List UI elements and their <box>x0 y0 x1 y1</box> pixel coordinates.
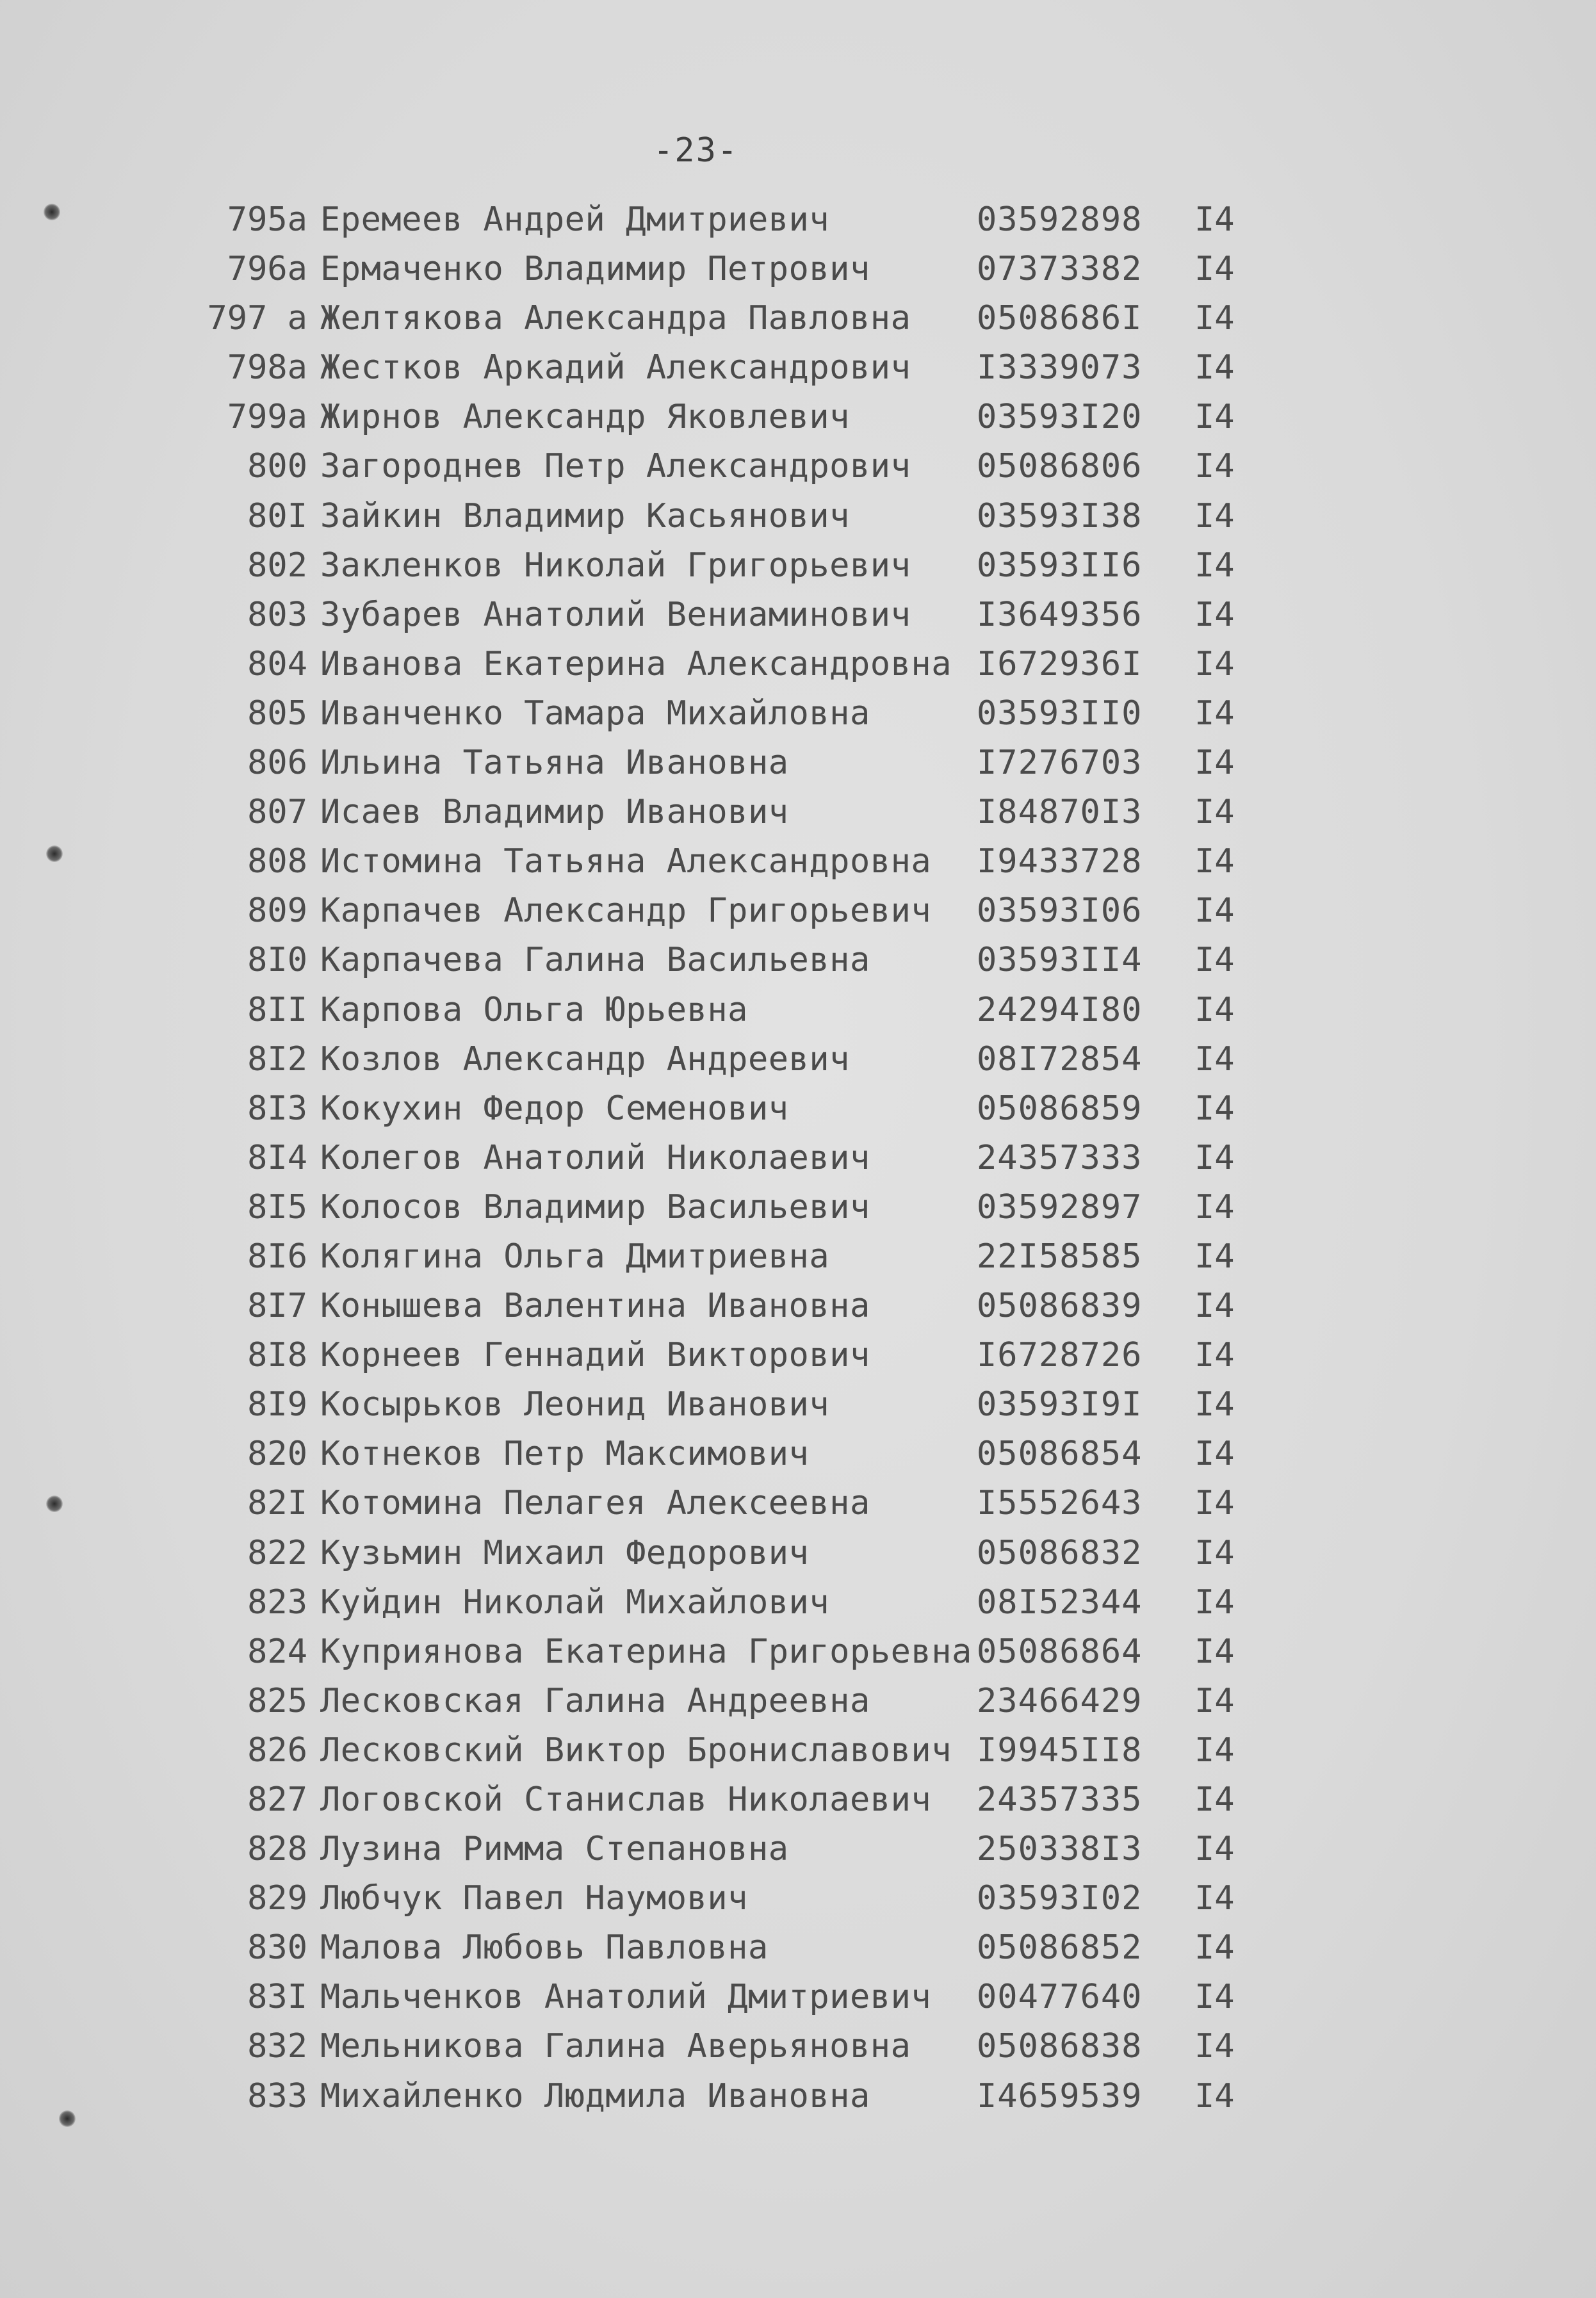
person-name: Котнеков Петр Максимович <box>320 1435 810 1474</box>
list-item <box>192 1035 1294 1084</box>
document-code: 03593II4 <box>977 941 1143 980</box>
person-name: Желтякова Александра Павловна <box>320 299 911 338</box>
person-name: Мальченков Анатолий Дмитриевич <box>320 1978 932 2017</box>
document-code: 03592898 <box>977 200 1143 239</box>
document-code: I6728726 <box>977 1336 1143 1375</box>
list-item <box>192 1775 1294 1825</box>
category-code: I4 <box>1194 1187 1235 1226</box>
category-code: I4 <box>1194 793 1235 832</box>
category-code: I4 <box>1194 1138 1235 1177</box>
entry-number: 8I7 <box>247 1287 307 1326</box>
document-code: 05086832 <box>977 1533 1143 1572</box>
entry-number: 8I6 <box>247 1237 307 1276</box>
entry-number: 805 <box>247 694 307 733</box>
list-item <box>192 936 1294 985</box>
category-code: I4 <box>1194 990 1235 1029</box>
list-item <box>192 1479 1294 1528</box>
category-code: I4 <box>1194 595 1235 634</box>
entry-number: 806 <box>247 744 307 783</box>
list-item <box>192 1825 1294 1874</box>
entry-number: 804 <box>247 644 307 683</box>
person-name: Жестков Аркадий Александрович <box>320 348 911 387</box>
document-code: I3339073 <box>977 348 1143 387</box>
entry-number: 807 <box>247 793 307 832</box>
document-code: 03593I38 <box>977 496 1143 535</box>
category-code: I4 <box>1194 892 1235 931</box>
document-code: I9433728 <box>977 842 1143 881</box>
entry-number: 8I2 <box>247 1039 307 1079</box>
document-code: 05086838 <box>977 2027 1143 2066</box>
list-item <box>192 343 1294 393</box>
person-name: Косырьков Леонид Иванович <box>320 1385 830 1424</box>
entry-number: 833 <box>247 2076 307 2115</box>
category-code: I4 <box>1194 250 1235 289</box>
list-item <box>192 837 1294 886</box>
person-name: Карпачева Галина Васильевна <box>320 941 870 980</box>
category-code: I4 <box>1194 348 1235 387</box>
category-code: I4 <box>1194 546 1235 585</box>
document-code: 05086839 <box>977 1287 1143 1326</box>
list-item <box>192 788 1294 837</box>
document-code: I672936I <box>977 644 1143 683</box>
person-name: Лесковская Галина Андреевна <box>320 1681 870 1720</box>
entry-number: 8II <box>247 990 307 1029</box>
document-code: 03593I20 <box>977 398 1143 437</box>
category-code: I4 <box>1194 1039 1235 1079</box>
list-item <box>192 1331 1294 1380</box>
document-code: 24357335 <box>977 1781 1143 1819</box>
person-name: Карпова Ольга Юрьевна <box>320 990 748 1029</box>
category-code: I4 <box>1194 744 1235 783</box>
list-item <box>192 1627 1294 1677</box>
document-code: 24357333 <box>977 1138 1143 1177</box>
person-name: Лесковский Виктор Брониславович <box>320 1731 952 1770</box>
list-item <box>192 886 1294 936</box>
entry-number: 800 <box>247 447 307 486</box>
list-item <box>192 1973 1294 2022</box>
category-code: I4 <box>1194 1731 1235 1770</box>
person-name: Лузина Римма Степановна <box>320 1830 789 1869</box>
document-code: 00477640 <box>977 1978 1143 2017</box>
entry-number: 823 <box>247 1583 307 1622</box>
person-name: Ермаченко Владимир Петрович <box>320 250 870 289</box>
person-name: Логовской Станислав Николаевич <box>320 1781 932 1819</box>
person-name: Корнеев Геннадий Викторович <box>320 1336 870 1375</box>
list-item <box>192 541 1294 591</box>
document-code: 03593I06 <box>977 892 1143 931</box>
roster-list <box>192 195 1294 2121</box>
category-code: I4 <box>1194 694 1235 733</box>
category-code: I4 <box>1194 1237 1235 1276</box>
entry-number: 8I5 <box>247 1187 307 1226</box>
document-code: 03592897 <box>977 1187 1143 1226</box>
document-code: 250338I3 <box>977 1830 1143 1869</box>
document-code: 07373382 <box>977 250 1143 289</box>
document-code: I4659539 <box>977 2076 1143 2115</box>
list-item <box>192 2022 1294 2071</box>
category-code: I4 <box>1194 200 1235 239</box>
list-item <box>192 689 1294 738</box>
category-code: I4 <box>1194 1583 1235 1622</box>
person-name: Карпачев Александр Григорьевич <box>320 892 932 931</box>
entry-number: 80I <box>247 496 307 535</box>
person-name: Куприянова Екатерина Григорьевна <box>320 1632 972 1671</box>
punch-hole-mark <box>46 1495 63 1512</box>
entry-number: 822 <box>247 1533 307 1572</box>
document-code: 05086852 <box>977 1928 1143 1968</box>
person-name: Закленков Николай Григорьевич <box>320 546 911 585</box>
person-name: Кокухин Федор Семенович <box>320 1089 789 1128</box>
document-code: 23466429 <box>977 1681 1143 1720</box>
category-code: I4 <box>1194 842 1235 881</box>
entry-number: 826 <box>247 1731 307 1770</box>
document-code: I5552643 <box>977 1484 1143 1523</box>
person-name: Колосов Владимир Васильевич <box>320 1187 870 1226</box>
document-code: 05086859 <box>977 1089 1143 1128</box>
list-item <box>192 1677 1294 1726</box>
person-name: Зайкин Владимир Касьянович <box>320 496 850 535</box>
document-code: 03593I02 <box>977 1879 1143 1918</box>
category-code: I4 <box>1194 398 1235 437</box>
document-code: I7276703 <box>977 744 1143 783</box>
person-name: Любчук Павел Наумович <box>320 1879 748 1918</box>
category-code: I4 <box>1194 941 1235 980</box>
list-item <box>192 1134 1294 1183</box>
person-name: Кузьмин Михаил Федорович <box>320 1533 810 1572</box>
person-name: Жирнов Александр Яковлевич <box>320 398 850 437</box>
category-code: I4 <box>1194 1287 1235 1326</box>
entry-number: 83I <box>247 1978 307 2017</box>
document-code: 05086864 <box>977 1632 1143 1671</box>
category-code: I4 <box>1194 1978 1235 2017</box>
document-code: 03593I9I <box>977 1385 1143 1424</box>
list-item <box>192 1183 1294 1232</box>
person-name: Иванова Екатерина Александровна <box>320 644 952 683</box>
person-name: Исаев Владимир Иванович <box>320 793 789 832</box>
document-code: 05086854 <box>977 1435 1143 1474</box>
category-code: I4 <box>1194 1879 1235 1918</box>
punch-hole-mark <box>44 204 60 220</box>
document-code: 03593II6 <box>977 546 1143 585</box>
person-name: Колягина Ольга Дмитриевна <box>320 1237 830 1276</box>
list-item <box>192 1874 1294 1923</box>
person-name: Малова Любовь Павловна <box>320 1928 769 1968</box>
entry-number: 8I4 <box>247 1138 307 1177</box>
list-item <box>192 1232 1294 1282</box>
category-code: I4 <box>1194 447 1235 486</box>
punch-hole-mark <box>59 2110 76 2127</box>
list-item <box>192 393 1294 442</box>
category-code: I4 <box>1194 2076 1235 2115</box>
category-code: I4 <box>1194 2027 1235 2066</box>
person-name: Козлов Александр Андреевич <box>320 1039 850 1079</box>
page-number: -23- <box>653 131 739 170</box>
entry-number: 824 <box>247 1632 307 1671</box>
category-code: I4 <box>1194 1928 1235 1968</box>
category-code: I4 <box>1194 644 1235 683</box>
entry-number: 8I3 <box>247 1089 307 1128</box>
category-code: I4 <box>1194 299 1235 338</box>
list-item <box>192 1923 1294 1973</box>
list-item <box>192 294 1294 343</box>
list-item <box>192 1726 1294 1775</box>
person-name: Загороднев Петр Александрович <box>320 447 911 486</box>
list-item <box>192 195 1294 245</box>
list-item <box>192 1578 1294 1627</box>
document-code: I84870I3 <box>977 793 1143 832</box>
person-name: Колегов Анатолий Николаевич <box>320 1138 870 1177</box>
list-item <box>192 1430 1294 1479</box>
document-code: 08I52344 <box>977 1583 1143 1622</box>
entry-number: 825 <box>247 1681 307 1720</box>
entry-number: 829 <box>247 1879 307 1918</box>
entry-number: 82I <box>247 1484 307 1523</box>
person-name: Котомина Пелагея Алексеевна <box>320 1484 870 1523</box>
document-code: 22I58585 <box>977 1237 1143 1276</box>
document-code: 08I72854 <box>977 1039 1143 1079</box>
list-item <box>192 245 1294 294</box>
entry-number: 803 <box>247 595 307 634</box>
entry-number: 802 <box>247 546 307 585</box>
entry-number: 796a <box>227 250 307 289</box>
list-item <box>192 1380 1294 1430</box>
list-item <box>192 492 1294 541</box>
entry-number: 8I0 <box>247 941 307 980</box>
entry-number: 8I9 <box>247 1385 307 1424</box>
list-item <box>192 1084 1294 1134</box>
category-code: I4 <box>1194 1385 1235 1424</box>
category-code: I4 <box>1194 1533 1235 1572</box>
person-name: Истомина Татьяна Александровна <box>320 842 932 881</box>
document-code: 05086806 <box>977 447 1143 486</box>
person-name: Ильина Татьяна Ивановна <box>320 744 789 783</box>
entry-number: 798a <box>227 348 307 387</box>
document-code: 03593II0 <box>977 694 1143 733</box>
person-name: Еремеев Андрей Дмитриевич <box>320 200 830 239</box>
entry-number: 809 <box>247 892 307 931</box>
category-code: I4 <box>1194 1484 1235 1523</box>
category-code: I4 <box>1194 1435 1235 1474</box>
list-item <box>192 442 1294 491</box>
entry-number: 8I8 <box>247 1336 307 1375</box>
category-code: I4 <box>1194 1336 1235 1375</box>
category-code: I4 <box>1194 1830 1235 1869</box>
entry-number: 820 <box>247 1435 307 1474</box>
punch-hole-mark <box>46 845 63 862</box>
list-item <box>192 640 1294 689</box>
document-code: I9945II8 <box>977 1731 1143 1770</box>
category-code: I4 <box>1194 1681 1235 1720</box>
entry-number: 832 <box>247 2027 307 2066</box>
entry-number: 828 <box>247 1830 307 1869</box>
entry-number: 827 <box>247 1781 307 1819</box>
entry-number: 830 <box>247 1928 307 1968</box>
document-code: 24294I80 <box>977 990 1143 1029</box>
list-item <box>192 1529 1294 1578</box>
document-code: I3649356 <box>977 595 1143 634</box>
person-name: Зубарев Анатолий Вениаминович <box>320 595 911 634</box>
list-item <box>192 1282 1294 1331</box>
entry-number: 799a <box>227 398 307 437</box>
entry-number: 795a <box>227 200 307 239</box>
category-code: I4 <box>1194 1632 1235 1671</box>
entry-number: 797 а <box>207 299 307 338</box>
person-name: Куйдин Николай Михайлович <box>320 1583 830 1622</box>
category-code: I4 <box>1194 1781 1235 1819</box>
list-item <box>192 591 1294 640</box>
document-code: 0508686I <box>977 299 1143 338</box>
list-item <box>192 738 1294 788</box>
list-item <box>192 986 1294 1035</box>
person-name: Михайленко Людмила Ивановна <box>320 2076 870 2115</box>
person-name: Конышева Валентина Ивановна <box>320 1287 870 1326</box>
entry-number: 808 <box>247 842 307 881</box>
category-code: I4 <box>1194 496 1235 535</box>
person-name: Мельникова Галина Аверьяновна <box>320 2027 911 2066</box>
person-name: Иванченко Тамара Михайловна <box>320 694 870 733</box>
list-item <box>192 2072 1294 2121</box>
category-code: I4 <box>1194 1089 1235 1128</box>
